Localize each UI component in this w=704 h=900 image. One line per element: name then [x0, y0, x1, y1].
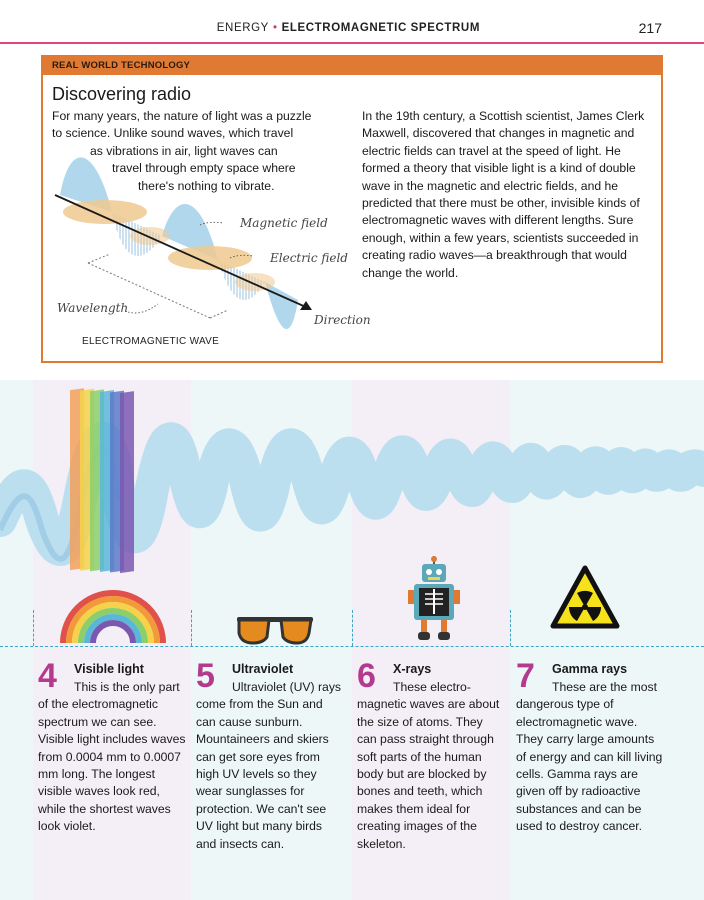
magnetic-field-label: Magnetic field	[240, 216, 328, 230]
item-title: Gamma rays	[552, 662, 628, 676]
item-text: These electro-magnetic waves are about the size of atoms. They can pass straight through soft parts of the human body but are blocked by bones and teeth, which makes them ideal for creating images of the skeleton.	[357, 680, 500, 851]
left-line: For many years, the nature of light was a puzzle	[52, 109, 312, 123]
rainbow-icon	[58, 585, 168, 643]
item-title: Visible light	[74, 662, 144, 676]
item-number: 7	[516, 657, 535, 695]
spectrum-section	[0, 380, 704, 900]
item-number: 5	[196, 657, 215, 695]
section-name: ENERGY	[216, 22, 269, 34]
item-text: This is the only part of the electromagnetic spectrum we can see. Visible light includes waves from 0.0004 mm to 0.0007 mm long. The longest visible waves look red, while the shortest waves look violet.	[38, 680, 186, 834]
divider-tick	[510, 610, 511, 646]
left-line: travel through empty space where	[112, 161, 296, 176]
topic-name: ELECTROMAGNETIC SPECTRUM	[281, 22, 480, 34]
page-number: 217	[638, 20, 662, 36]
electromagnetic-wave-diagram	[50, 150, 380, 360]
left-line: to science. Unlike sound waves, which travel	[52, 126, 294, 141]
diagram-caption: ELECTROMAGNETIC WAVE	[82, 336, 220, 347]
sunglasses-icon	[235, 615, 315, 645]
radiation-icon	[550, 565, 620, 629]
direction-label: Direction	[314, 313, 371, 327]
item-title: X-rays	[393, 662, 432, 676]
feature-title: Discovering radio	[52, 84, 192, 104]
item-text: Ultraviolet (UV) rays come from the Sun and can cause sunburn. Mountaineers and skiers can get sore eyes from high UV levels so they wear sunglasses for protection. We can't see UV light but many birds and insects can.	[196, 680, 342, 851]
electric-field-label: Electric field	[270, 251, 348, 265]
bullet-separator: •	[272, 22, 278, 34]
left-line: there's nothing to vibrate.	[138, 178, 275, 193]
divider-tick	[33, 610, 34, 646]
feature-right-column: In the 19th century, a Scottish scientist, James Clerk Maxwell, discovered that changes in magnetic and electric fields can travel at the speed of light. He formed a theory that visible light is a kind of double wave in the magnetic and electric fields, and he predicted that there must be other, invisible kinds of electromagnetic waves with different lengths. Sure enough, within a few years, scientists succeeded in creating radio waves—a breakthrough that would change the world.	[362, 109, 645, 280]
robot-xray-icon	[408, 556, 460, 642]
item-number: 6	[357, 657, 376, 695]
visible-spectrum-panels	[70, 388, 134, 573]
item-text: These are the most dangerous type of electromagnetic wave. They carry large amounts of energy and can kill living cells. Gamma rays are given off by radioactive substances and can be used to destroy cancer.	[516, 680, 663, 834]
running-head	[217, 22, 480, 34]
left-line: as vibrations in air, light waves can	[90, 143, 278, 158]
feature-label: REAL WORLD TECHNOLOGY	[43, 57, 661, 75]
divider-tick	[352, 610, 353, 646]
wavelength-label: Wavelength	[57, 301, 129, 315]
divider-dashed-line	[0, 646, 704, 647]
item-number: 4	[38, 657, 57, 695]
item-title: Ultraviolet	[232, 662, 294, 676]
divider-tick	[191, 610, 192, 646]
page-header	[0, 0, 704, 44]
